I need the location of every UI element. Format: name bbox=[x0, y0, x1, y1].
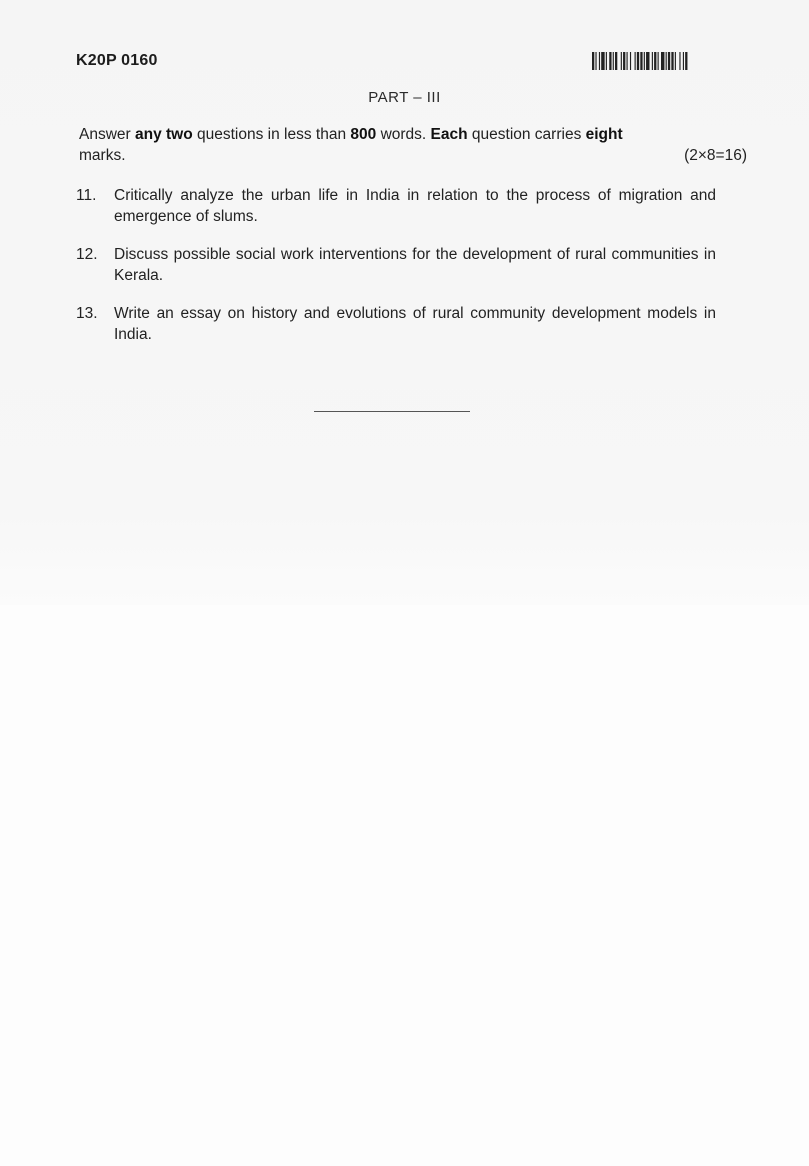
barcode-bar bbox=[627, 52, 628, 70]
barcode-bar bbox=[592, 52, 594, 70]
barcode-bar bbox=[599, 52, 600, 70]
question-number: 12. bbox=[76, 246, 98, 263]
paper-code: K20P 0160 bbox=[76, 52, 158, 69]
question-item bbox=[76, 244, 716, 286]
instr-bold-any-two: any two bbox=[135, 126, 193, 143]
question-item bbox=[76, 185, 716, 227]
question-number: 11. bbox=[76, 187, 97, 204]
question-text: Write an essay on history and evolutions of rural community development models in India. bbox=[114, 305, 716, 343]
barcode-bar bbox=[615, 52, 617, 70]
barcode-bar bbox=[609, 52, 611, 70]
barcode-bar bbox=[683, 52, 684, 70]
barcode-bar bbox=[668, 52, 670, 70]
instr-bold-each: Each bbox=[430, 126, 468, 143]
barcode bbox=[592, 52, 746, 70]
instr-text: words. bbox=[376, 126, 431, 143]
instr-text: marks. bbox=[79, 147, 126, 164]
instr-text: question carries bbox=[467, 126, 586, 143]
barcode-bar bbox=[637, 52, 639, 70]
barcode-bar bbox=[613, 52, 614, 70]
barcode-bar bbox=[635, 52, 636, 70]
barcode-bar bbox=[685, 52, 687, 70]
barcode-bar bbox=[621, 52, 622, 70]
barcode-bar bbox=[623, 52, 625, 70]
barcode-bar bbox=[630, 52, 631, 70]
question-list bbox=[76, 185, 716, 362]
barcode-bar bbox=[675, 52, 676, 70]
barcode-bar bbox=[661, 52, 664, 70]
barcode-bar bbox=[644, 52, 645, 70]
instr-text: questions in less than bbox=[192, 126, 351, 143]
question-text: Critically analyze the urban life in India in relation to the process of migration and emergence of slums. bbox=[114, 187, 716, 225]
question-text: Discuss possible social work interventions for the development of rural communities in Kerala. bbox=[114, 246, 716, 284]
barcode-bar bbox=[666, 52, 667, 70]
barcode-bar bbox=[646, 52, 649, 70]
instructions-line-2 bbox=[79, 145, 747, 166]
barcode-bar bbox=[671, 52, 673, 70]
marks-allocation: (2×8=16) bbox=[684, 147, 747, 164]
part-title: PART – III bbox=[368, 89, 441, 106]
instr-text: Answer bbox=[79, 126, 135, 143]
barcode-bar bbox=[652, 52, 653, 70]
barcode-bar bbox=[601, 52, 604, 70]
barcode-bar bbox=[654, 52, 656, 70]
question-item bbox=[76, 303, 716, 345]
instr-bold-eight: eight bbox=[585, 126, 623, 143]
barcode-bar bbox=[679, 52, 680, 70]
barcode-bar bbox=[606, 52, 607, 70]
end-of-paper-rule bbox=[314, 411, 470, 412]
question-number: 13. bbox=[76, 305, 98, 322]
barcode-bar bbox=[658, 52, 659, 70]
instr-bold-word-limit: 800 bbox=[350, 126, 377, 143]
barcode-bar bbox=[640, 52, 642, 70]
barcode-bar bbox=[595, 52, 596, 70]
instructions-line-1 bbox=[79, 124, 747, 145]
instructions bbox=[79, 124, 747, 166]
